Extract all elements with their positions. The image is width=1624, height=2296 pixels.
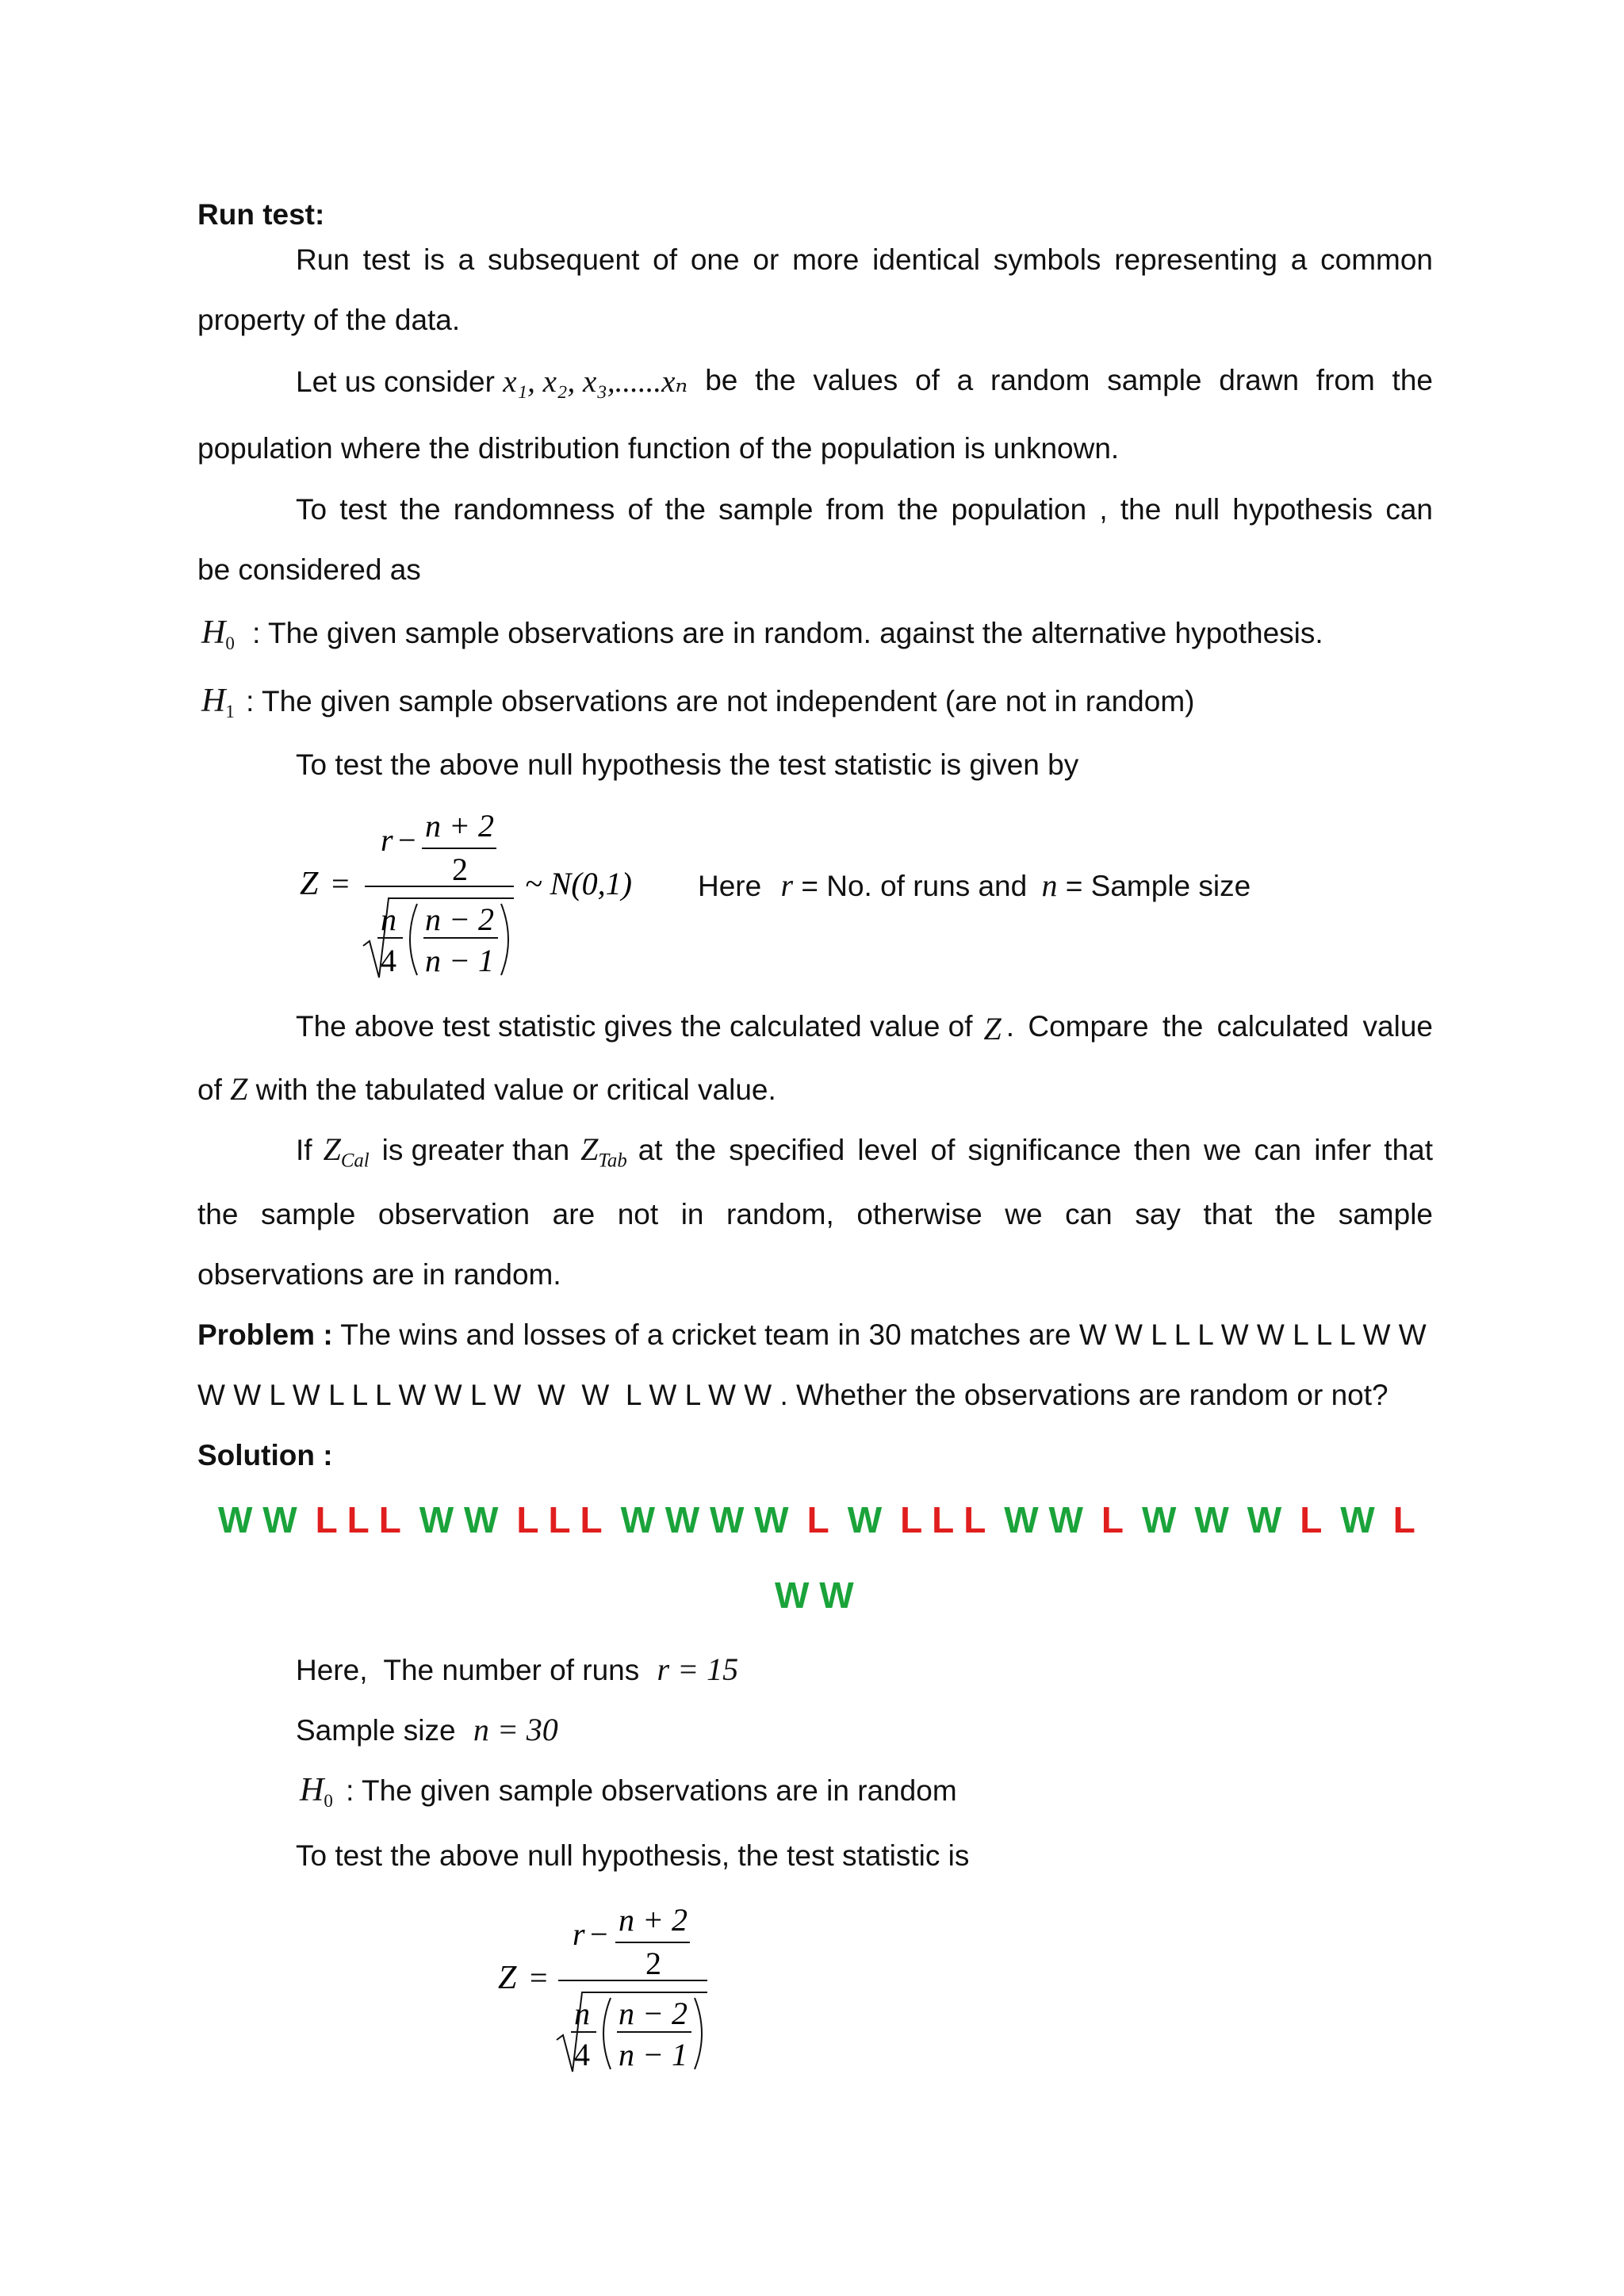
null-hypothesis-2-line	[300, 1771, 957, 1812]
paragraph-6-line-3: observations are in random.	[197, 1258, 561, 1291]
number-of-runs-line	[296, 1651, 738, 1688]
p6-ztab	[580, 1131, 627, 1173]
sample-size-line	[296, 1711, 558, 1748]
p5b-of: of	[197, 1073, 222, 1106]
run-group: W W	[1004, 1499, 1083, 1540]
run-group: L	[1392, 1499, 1415, 1540]
formula-four: 4	[381, 943, 396, 978]
formula-equals: =	[331, 866, 350, 901]
paragraph-3-line-2: be considered as	[197, 553, 421, 586]
paragraph-6-line-2: the sample observation are not in random, otherwise we can say that the sample	[197, 1198, 1433, 1230]
problem-text-1: The wins and losses of a cricket team in 30 matches are W W L L L W W L L L W W	[340, 1318, 1427, 1351]
h0b-symbol: H	[300, 1772, 324, 1808]
run-group: W	[1247, 1499, 1282, 1540]
p5b-z: Z	[230, 1071, 248, 1107]
formula-r: r	[381, 822, 393, 858]
formula-note	[698, 867, 1251, 904]
p5b-text: with the tabulated value or critical value.	[255, 1073, 776, 1106]
formula2-n-over: n	[574, 1996, 590, 2031]
problem-line-2: W W L W L L L W W L W W W L W L W W . Whether the observations are random or not?	[197, 1379, 1388, 1411]
p6-post: at the specified level of significance then we can infer that	[638, 1134, 1433, 1166]
paragraph-1-line-2: property of the data.	[197, 304, 461, 336]
sample-values-math: x₁, x₂, x₃,......xₙ	[503, 365, 688, 399]
formula2-minus: −	[590, 1916, 608, 1952]
paragraph-5-line-2	[197, 1070, 1433, 1108]
run-group: W W	[218, 1499, 297, 1540]
note-runs-text: = No. of runs and	[801, 870, 1028, 902]
formula2-z: Z	[498, 1960, 517, 1996]
paragraph-5-line-1	[296, 1010, 1433, 1047]
runs-sequence	[218, 1498, 1415, 1541]
test-statistic-formula-2	[492, 1899, 730, 2081]
note-r: r	[780, 867, 794, 903]
formula-n-plus-2: n + 2	[425, 808, 494, 844]
runs-value: r = 15	[657, 1651, 739, 1687]
formula-left-paren	[410, 904, 417, 975]
formula2-four: 4	[574, 2037, 590, 2072]
formula-n-minus-1: n − 1	[425, 943, 494, 978]
paragraph-6-line-1	[296, 1131, 1433, 1173]
h0b-text: : The given sample observations are in random	[346, 1774, 957, 1807]
formula2-r: r	[573, 1916, 585, 1952]
sample-size-label: Sample size	[296, 1714, 456, 1747]
note-size-text: = Sample size	[1065, 870, 1251, 902]
p6-if: If	[296, 1134, 312, 1166]
h0-text: : The given sample observations are in random. against the alternative hypothesis.	[252, 617, 1323, 649]
formula2-n-minus-2: n − 2	[619, 1996, 688, 2031]
run-group: W	[1141, 1499, 1177, 1540]
run-group: L L L	[315, 1499, 401, 1540]
p5-text-post: . Compare the calculated value	[1005, 1010, 1433, 1043]
null-hypothesis-line	[201, 614, 1437, 654]
h1-symbol: H	[201, 683, 226, 719]
run-group: L L L	[516, 1499, 603, 1540]
solution-label: Solution :	[197, 1439, 333, 1471]
formula-minus: −	[398, 822, 416, 858]
h0-subscript: 0	[225, 633, 235, 654]
run-group: W	[1340, 1499, 1375, 1540]
h1-subscript: 1	[225, 702, 235, 722]
run-group: W W	[419, 1499, 499, 1540]
run-group: L	[1300, 1499, 1323, 1540]
test-statistic-formula	[293, 805, 658, 987]
formula2-two: 2	[645, 1946, 661, 1981]
runs-sequence-last: W W	[775, 1575, 854, 1616]
paragraph-3-line-1: To test the randomness of the sample from the population , the null hypothesis can	[296, 493, 1433, 526]
runs-label: Here, The number of runs	[296, 1654, 640, 1686]
problem-label: Problem :	[197, 1318, 333, 1351]
paragraph-1-line-1: Run test is a subsequent of one or more identical symbols representing a common	[296, 243, 1433, 276]
formula-n-over: n	[381, 901, 396, 937]
run-group: W	[1194, 1499, 1229, 1540]
note-here: Here	[698, 870, 762, 902]
sample-size-value: n = 30	[473, 1712, 558, 1747]
section-heading: Run test:	[197, 198, 325, 231]
paragraph-4: To test the above null hypothesis the test statistic is given by	[296, 748, 1079, 781]
p6-zcal-z: Z	[323, 1131, 341, 1167]
run-group: W W W W	[620, 1499, 789, 1540]
formula2-n-plus-2: n + 2	[619, 1902, 688, 1938]
note-n: n	[1041, 867, 1058, 903]
alternative-hypothesis-line	[201, 682, 1437, 722]
p6-tab-subscript: Tab	[598, 1150, 627, 1172]
p6-ztab-z: Z	[580, 1131, 599, 1167]
formula-two: 2	[452, 851, 468, 887]
formula2-right-paren	[695, 1998, 702, 2069]
formula-z: Z	[300, 866, 319, 902]
run-group: L	[806, 1499, 829, 1540]
problem-line-1	[197, 1318, 1433, 1352]
paragraph-2-line-1	[296, 364, 1433, 400]
paragraph-7: To test the above null hypothesis, the test statistic is	[296, 1839, 970, 1872]
formula-right-paren	[501, 904, 508, 975]
formula-distribution: ~ N(0,1)	[525, 866, 632, 901]
p5-text-pre: The above test statistic gives the calculated value of	[296, 1010, 973, 1043]
consider-text: Let us consider	[296, 365, 495, 398]
p6-cal-subscript: Cal	[340, 1150, 370, 1172]
formula2-n-minus-1: n − 1	[619, 2037, 688, 2072]
p5-z: Z	[983, 1011, 1002, 1047]
values-text: be the values of a random sample drawn from the	[705, 364, 1433, 396]
h0b-subscript: 0	[324, 1791, 333, 1812]
run-group: W	[847, 1499, 883, 1540]
h0-symbol: H	[201, 614, 226, 651]
h1-text: : The given sample observations are not independent (are not in random)	[246, 685, 1195, 718]
formula2-left-paren	[603, 1998, 611, 2069]
paragraph-2-line-2: population where the distribution function of the population is unknown.	[197, 432, 1120, 465]
formula2-equals: =	[530, 1960, 548, 1996]
run-group: L L L	[900, 1499, 986, 1540]
run-group: L	[1101, 1499, 1124, 1540]
p6-mid: is greater than	[381, 1134, 570, 1166]
formula-n-minus-2: n − 2	[425, 901, 494, 937]
p6-zcal	[324, 1131, 370, 1173]
